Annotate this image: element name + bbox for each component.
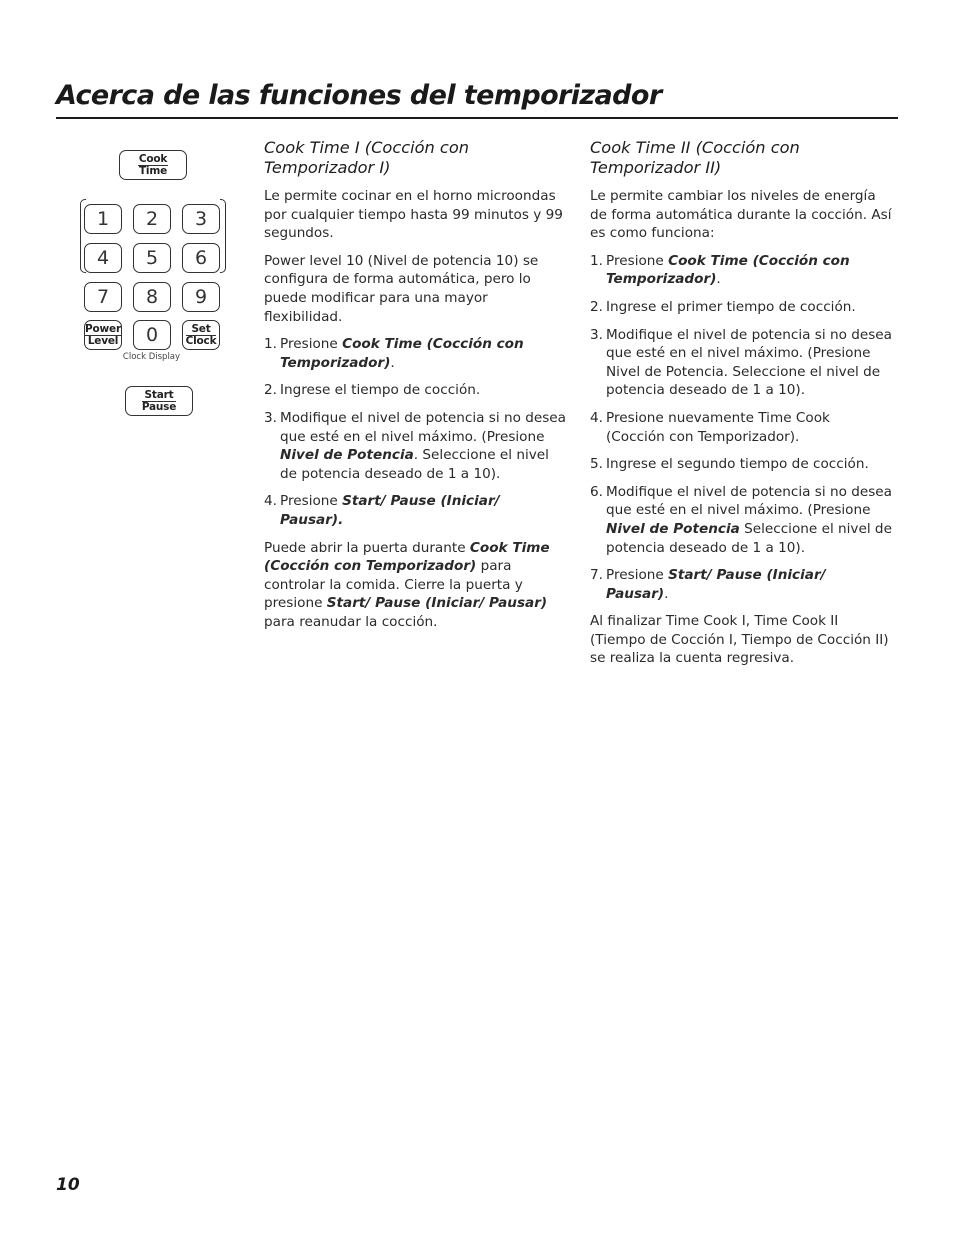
steps-list bbox=[590, 252, 892, 604]
text: Puede abrir la puerta durante bbox=[264, 539, 470, 556]
digit-key-7 bbox=[84, 282, 122, 312]
digit-key-0 bbox=[133, 320, 171, 350]
step-number: 2. bbox=[590, 298, 603, 315]
paragraph bbox=[264, 539, 566, 632]
step-text: Presione bbox=[606, 567, 669, 584]
start-pause-key bbox=[125, 386, 193, 416]
step-number: 4. bbox=[264, 493, 277, 510]
power-level-key-line2: Level bbox=[87, 334, 119, 347]
step-number: 3. bbox=[590, 326, 603, 343]
step-number: 1. bbox=[590, 252, 603, 269]
set-clock-key bbox=[182, 320, 220, 350]
step-text: Ingrese el segundo tiempo de cocción. bbox=[606, 456, 869, 473]
step-number: 6. bbox=[590, 483, 603, 500]
step-text: Presione bbox=[606, 252, 669, 269]
step-text: Modifique el nivel de potencia si no desea que esté en el nivel máximo. (Presione bbox=[280, 409, 566, 445]
keypad-bracket-right bbox=[220, 199, 226, 273]
list-item bbox=[590, 298, 892, 317]
paragraph: Power level 10 (Nivel de potencia 10) se configura de forma automática, pero lo puede modificar para una mayor flexibilidad. bbox=[264, 252, 539, 325]
digit-key-label: 8 bbox=[145, 286, 159, 308]
step-number: 3. bbox=[264, 409, 277, 426]
list-item bbox=[264, 492, 566, 529]
step-bold: Cook Time (Cocción con Temporizador) bbox=[606, 252, 850, 288]
section-heading: Cook Time I (Cocción con Temporizador I) bbox=[264, 138, 469, 177]
digit-key-label: 7 bbox=[96, 286, 110, 308]
step-text: Ingrese el tiempo de cocción. bbox=[280, 382, 481, 399]
step-bold: Start/ Pause (Iniciar/ Pausar) bbox=[606, 567, 826, 602]
step-bold: Start/ Pause (Iniciar/ Pausar). bbox=[280, 493, 500, 528]
list-item bbox=[590, 409, 892, 446]
title-rule bbox=[56, 117, 898, 119]
step-bold: Cook Time (Cocción con Temporizador) bbox=[280, 336, 524, 371]
digit-key-label: 6 bbox=[194, 247, 208, 269]
set-clock-key-line2: Clock bbox=[185, 334, 217, 347]
digit-key-3 bbox=[182, 204, 220, 234]
step-text: Ingrese el primer tiempo de cocción. bbox=[606, 298, 856, 315]
text: para reanudar la cocción. bbox=[264, 613, 438, 630]
digit-key-1 bbox=[84, 204, 122, 234]
digit-key-6 bbox=[182, 243, 220, 273]
start-pause-key-line2: Pause bbox=[141, 400, 177, 413]
step-text-end: . Seleccione el nivel de potencia deseado de 1 a 10). bbox=[280, 447, 549, 482]
clock-display-label: Clock Display bbox=[122, 352, 181, 362]
cook-time-2-section bbox=[590, 138, 892, 677]
step-text-end: . bbox=[390, 354, 395, 371]
start-pause-key-line1: Start bbox=[142, 390, 176, 402]
power-level-key-line1: Power bbox=[85, 322, 121, 335]
step-text-end: Seleccione el nivel de potencia deseado de 1 a 10). bbox=[606, 520, 892, 556]
list-item bbox=[590, 455, 892, 474]
step-number: 5. bbox=[590, 456, 603, 473]
step-text: Presione nuevamente Time Cook (Cocción con Temporizador). bbox=[606, 409, 830, 445]
step-number: 2. bbox=[264, 382, 277, 399]
list-item bbox=[264, 409, 566, 483]
digit-key-8 bbox=[133, 282, 171, 312]
step-text-end: . bbox=[716, 271, 721, 288]
paragraph: Al finalizar Time Cook I, Time Cook II (Tiempo de Cocción I, Tiempo de Cocción II) se realiza la cuenta regresiva. bbox=[590, 613, 889, 667]
step-bold: Nivel de Potencia bbox=[280, 447, 414, 464]
list-item bbox=[590, 252, 892, 289]
paragraph: Le permite cambiar los niveles de energía de forma automática durante la cocción. Así es como funciona: bbox=[590, 188, 892, 242]
step-bold: Nivel de Potencia bbox=[606, 520, 740, 537]
power-level-key bbox=[84, 320, 122, 350]
bold-text: Cook Time (Cocción con Temporizador) bbox=[264, 539, 550, 575]
set-clock-key-line1: Set bbox=[186, 324, 217, 336]
cook-time-key-line2: Time bbox=[138, 164, 167, 177]
section-heading: Cook Time II (Cocción con Temporizador II) bbox=[590, 138, 800, 177]
digit-key-label: 4 bbox=[96, 247, 110, 269]
steps-list bbox=[264, 335, 566, 529]
page-title: Acerca de las funciones del temporizador bbox=[56, 80, 662, 111]
step-number: 1. bbox=[264, 336, 277, 353]
step-text: Presione bbox=[280, 336, 343, 353]
cook-time-1-section bbox=[264, 138, 566, 640]
paragraph: Le permite cocinar en el horno microondas por cualquier tiempo hasta 99 minutos y 99 segundos. bbox=[264, 188, 563, 242]
digit-key-label: 9 bbox=[194, 286, 208, 308]
step-number: 4. bbox=[590, 409, 603, 426]
digit-key-label: 2 bbox=[145, 208, 159, 230]
digit-key-9 bbox=[182, 282, 220, 312]
bold-text: Start/ Pause (Iniciar/ Pausar) bbox=[326, 595, 548, 612]
step-text: Presione bbox=[280, 493, 343, 510]
list-item bbox=[264, 335, 566, 372]
cook-time-key bbox=[119, 150, 187, 180]
list-item bbox=[590, 326, 892, 400]
list-item bbox=[264, 381, 566, 400]
step-number: 7. bbox=[590, 567, 603, 584]
digit-key-label: 0 bbox=[145, 324, 159, 346]
step-text-end: . bbox=[664, 585, 669, 602]
digit-key-label: 3 bbox=[194, 208, 208, 230]
list-item bbox=[590, 483, 892, 557]
step-text: Modifique el nivel de potencia si no desea que esté en el nivel máximo. (Presione bbox=[606, 483, 892, 519]
text: para controlar la comida. Cierre la puerta y presione bbox=[264, 558, 523, 612]
digit-key-label: 1 bbox=[96, 208, 110, 230]
digit-key-2 bbox=[133, 204, 171, 234]
step-text: Modifique el nivel de potencia si no desea que esté en el nivel máximo. (Presione Nivel de Potencia. Seleccione el nivel de potencia deseado de 1 a 10). bbox=[606, 326, 892, 399]
page-number: 10 bbox=[56, 1175, 80, 1195]
digit-key-5 bbox=[133, 243, 171, 273]
cook-time-key-line1: Cook bbox=[138, 152, 168, 165]
list-item bbox=[590, 566, 892, 603]
digit-key-4 bbox=[84, 243, 122, 273]
digit-key-label: 5 bbox=[145, 247, 159, 269]
